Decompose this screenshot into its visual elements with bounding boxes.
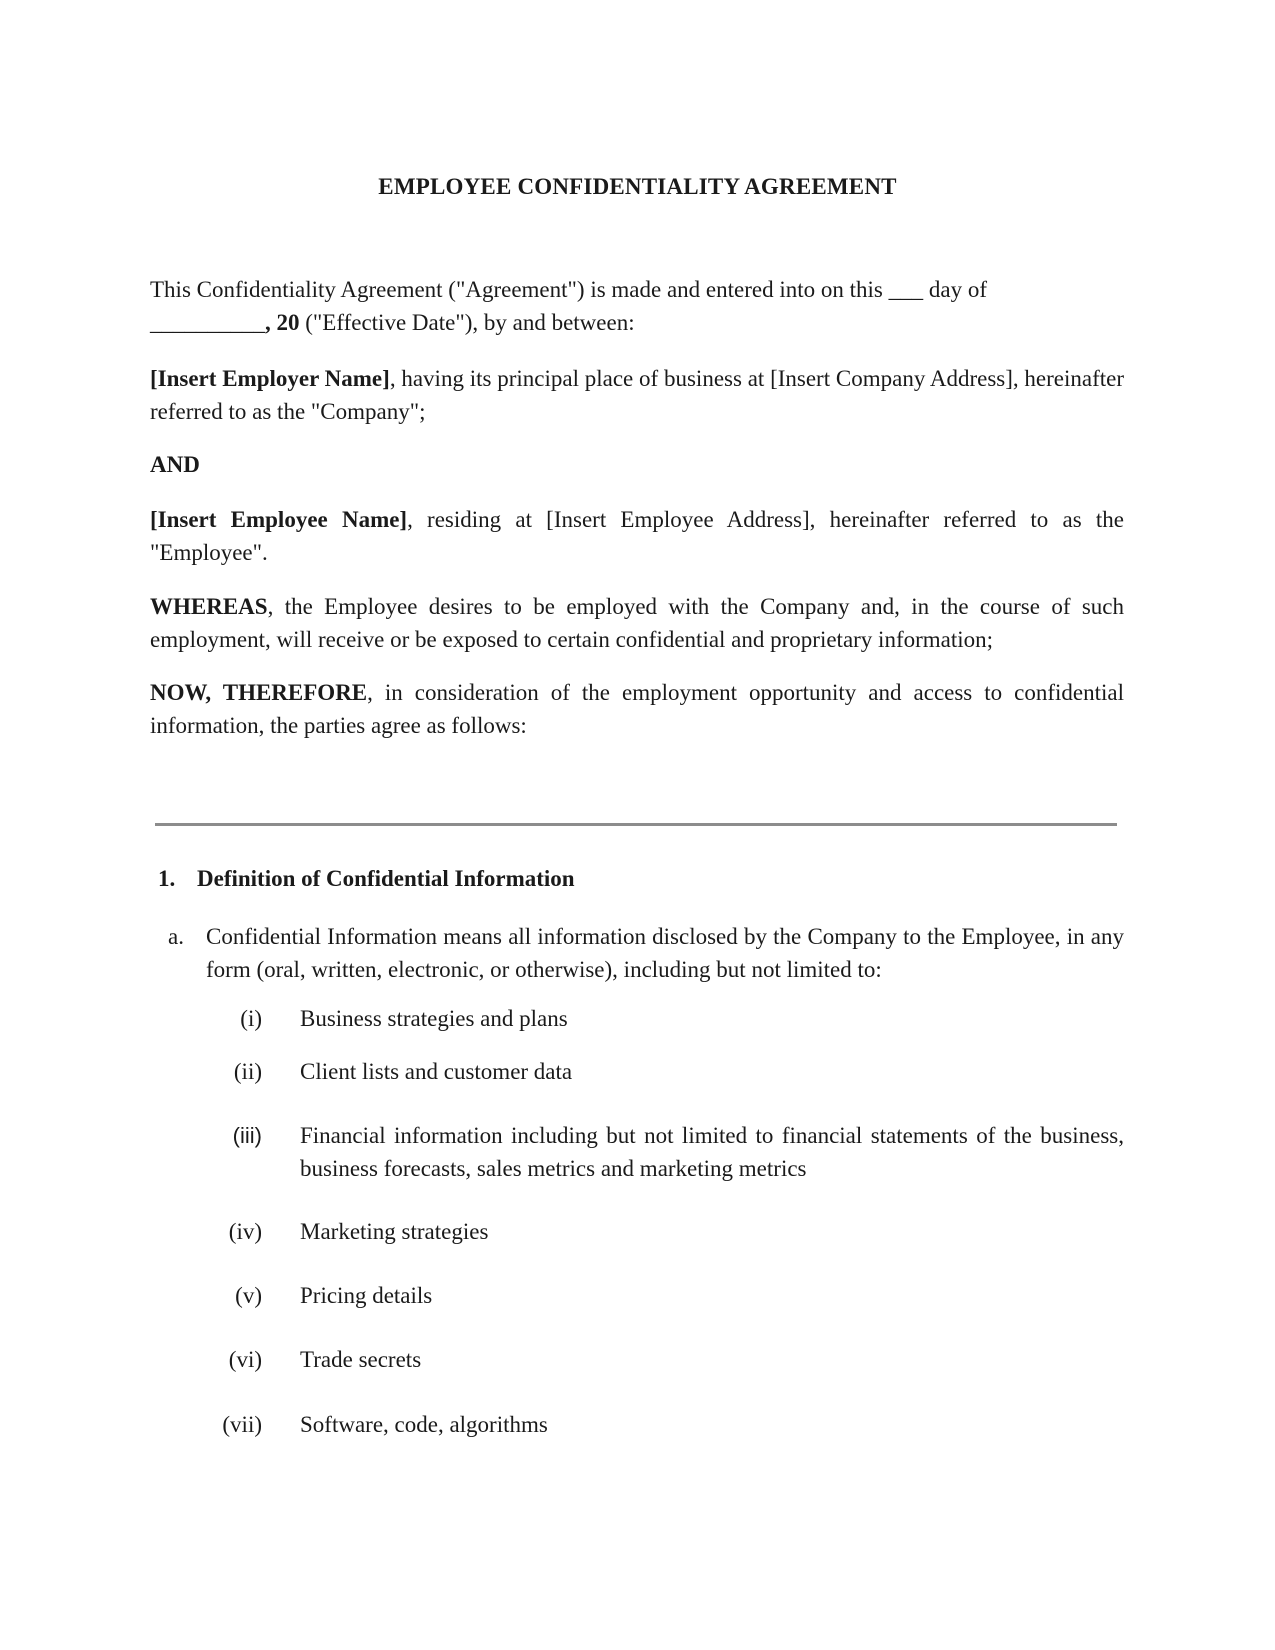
list-item-text: Pricing details [300, 1283, 433, 1308]
whereas-text: , the Employee desires to be employed with the Company and, in the course of such employment, will receive or be exposed to certain confidential and proprietary information; [150, 594, 1124, 652]
list-item-numeral: (iii) [232, 1123, 262, 1148]
intro-date-blank: __________ [150, 310, 265, 335]
list-item-numeral: (vii) [222, 1412, 262, 1437]
list-item-text: Business strategies and plans [300, 1006, 568, 1031]
section-1-number: 1. [158, 866, 176, 891]
document-title: EMPLOYEE CONFIDENTIALITY AGREEMENT [378, 174, 897, 199]
list-item-text: Software, code, algorithms [300, 1412, 548, 1437]
employee-name: [Insert Employee Name] [150, 507, 408, 532]
list-item-numeral: (v) [235, 1283, 262, 1308]
list-item-text: Client lists and customer data [300, 1059, 573, 1084]
employer-paragraph [150, 362, 1124, 428]
section-1-title: Definition of Confidential Information [197, 866, 575, 891]
now-therefore-label: NOW, THEREFORE [150, 680, 368, 705]
employer-name: [Insert Employer Name] [150, 366, 390, 391]
now-therefore-paragraph [150, 676, 1124, 742]
intro-line1: This Confidentiality Agreement ("Agreement") is made and entered into on this ___ day of [150, 277, 987, 302]
intro-paragraph [150, 273, 1124, 339]
list-item-text: Financial information including but not limited to financial statements of the business, business forecasts, sales metrics and marketing metrics [300, 1123, 1124, 1181]
list-item-numeral: (i) [240, 1006, 262, 1031]
employer-details: , having its principal place of business at [Insert Company Address], hereinafter referred to as the "Company"; [150, 366, 1124, 424]
section-1-heading [158, 866, 575, 892]
and-label: AND [150, 452, 200, 477]
list-item-numeral: (ii) [233, 1059, 262, 1084]
horizontal-divider [155, 823, 1117, 826]
subsection-a-marker: a. [168, 924, 184, 949]
list-item-numeral: (vi) [228, 1347, 262, 1372]
subsection-a-text: Confidential Information means all information disclosed by the Company to the Employee, in any form (oral, written, electronic, or otherwise), including but not limited to: [206, 924, 1124, 982]
list-item-numeral: (iv) [228, 1219, 262, 1244]
whereas-label: WHEREAS [150, 594, 268, 619]
whereas-paragraph [150, 590, 1124, 656]
employee-details: , residing at [Insert Employee Address], hereinafter referred to as the "Employee". [150, 507, 1124, 565]
intro-year: , 20 [265, 310, 300, 335]
intro-effective-date: ("Effective Date"), by and between: [299, 310, 635, 335]
employee-paragraph [150, 503, 1124, 569]
list-item-text: Marketing strategies [300, 1219, 489, 1244]
list-item-text: Trade secrets [300, 1347, 422, 1372]
now-therefore-text: , in consideration of the employment opportunity and access to confidential information, the parties agree as follows: [150, 680, 1125, 738]
